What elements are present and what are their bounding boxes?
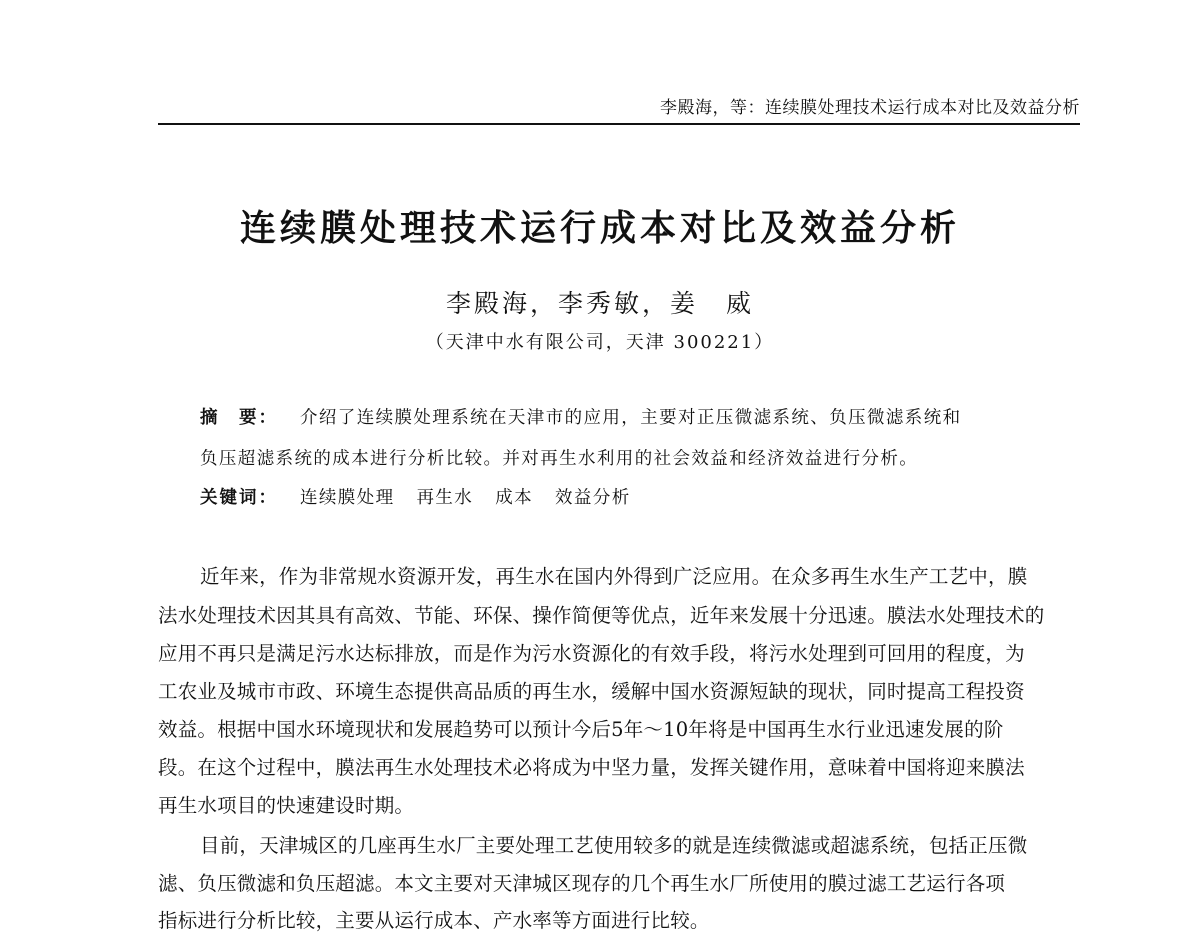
keyword: 成本 [495, 488, 534, 508]
body-paragraph-1-line: 应用不再只是满足污水达标排放，而是作为污水资源化的有效手段，将污水处理到可回用的程度，为 [158, 642, 1025, 665]
abstract-label: 摘 要： [200, 408, 278, 428]
keywords-label: 关键词： [200, 488, 278, 508]
body-paragraph-1-line: 近年来，作为非常规水资源开发，再生水在国内外得到广泛应用。在众多再生水生产工艺中，膜 [200, 565, 1028, 588]
body-paragraph-2-line: 滤、负压微滤和负压超滤。本文主要对天津城区现存的几个再生水厂所使用的膜过滤工艺运行各项 [158, 872, 1006, 895]
body-paragraph-1-line: 再生水项目的快速建设时期。 [158, 794, 415, 817]
running-head: 李殿海，等：连续膜处理技术运行成本对比及效益分析 [660, 98, 1080, 118]
header-rule [158, 123, 1080, 125]
body-paragraph-2-line: 指标进行分析比较，主要从运行成本、产水率等方面进行比较。 [158, 909, 710, 932]
keywords-line [200, 484, 653, 509]
abstract-line-1 [200, 404, 962, 429]
body-paragraph-1-line: 法水处理技术因其具有高效、节能、环保、操作简便等优点，近年来发展十分迅速。膜法水处理技术的 [158, 604, 1045, 627]
body-paragraph-2-line: 目前，天津城区的几座再生水厂主要处理工艺使用较多的就是连续微滤或超滤系统，包括正压微 [200, 834, 1028, 857]
abstract-text-1: 介绍了连续膜处理系统在天津市的应用，主要对正压微滤系统、负压微滤系统和 [300, 408, 962, 428]
keyword: 连续膜处理 [300, 488, 395, 508]
body-paragraph-1-line: 段。在这个过程中，膜法再生水处理技术必将成为中坚力量，发挥关键作用，意味着中国将迎来膜法 [158, 756, 1025, 779]
keyword: 再生水 [416, 488, 474, 508]
paper-title: 连续膜处理技术运行成本对比及效益分析 [239, 208, 960, 249]
abstract-line-2: 负压超滤系统的成本进行分析比较。并对再生水利用的社会效益和经济效益进行分析。 [200, 449, 919, 469]
author-list: 李殿海，李秀敏，姜 威 [445, 289, 754, 318]
affiliation: （天津中水有限公司，天津 300221） [425, 332, 775, 353]
keyword: 效益分析 [555, 488, 631, 508]
body-paragraph-1-line: 工农业及城市市政、环境生态提供高品质的再生水，缓解中国水资源短缺的现状，同时提高工程投资 [158, 680, 1025, 703]
body-paragraph-1-line: 效益。根据中国水环境现状和发展趋势可以预计今后5年～10年将是中国再生水行业迅速发展的阶 [158, 718, 1004, 741]
